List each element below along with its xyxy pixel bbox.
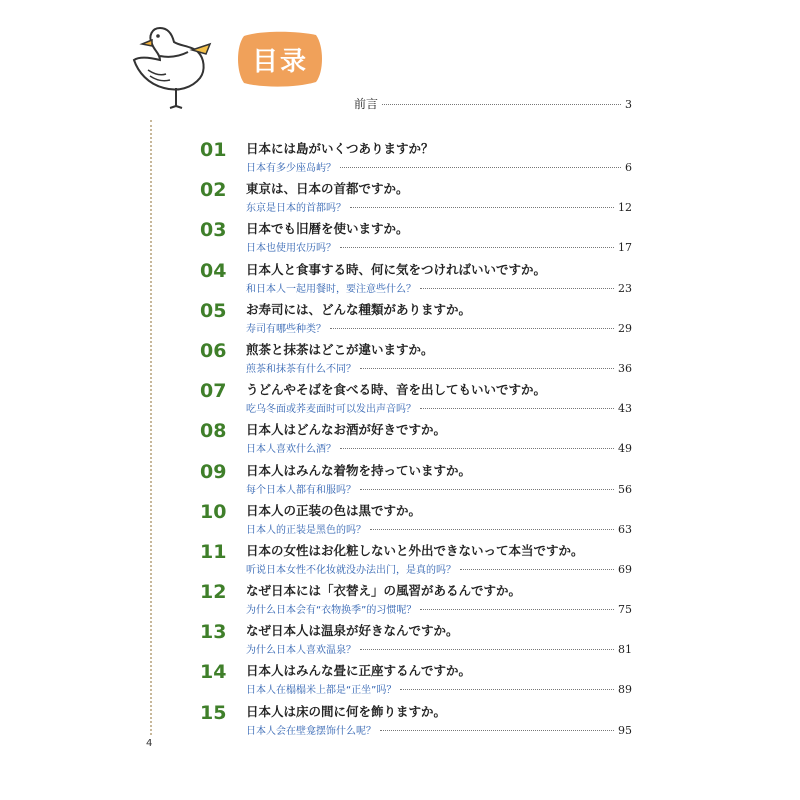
entry-title-cn: 日本也使用农历吗？: [246, 243, 336, 255]
entry-number: 04: [200, 259, 227, 282]
entry-title-cn: 日本人的正装是黑色的吗？: [246, 524, 366, 536]
entry-page: 6: [625, 161, 632, 174]
toc-entry-10[interactable]: [200, 502, 632, 542]
entry-page: 43: [618, 402, 632, 416]
entry-title-jp: うどんやそばを食べる時、音を出してもいいですか。: [246, 382, 547, 398]
toc-entry-01[interactable]: [200, 140, 632, 180]
entry-title-cn: 日本有多少座岛屿？: [246, 163, 336, 174]
entry-page: 69: [618, 562, 632, 576]
dot-leader: [420, 288, 614, 289]
entry-page: 63: [618, 522, 632, 536]
title-badge: [236, 30, 324, 88]
entry-title-jp: 日本人は床の間に何を飾りますか。: [246, 703, 447, 719]
entry-number: 08: [200, 420, 227, 443]
entry-page: 81: [618, 643, 632, 657]
entry-title-cn: 煎茶和抹茶有什么不同？: [246, 363, 356, 375]
entry-number: 14: [200, 661, 227, 684]
toc-entry-07[interactable]: [200, 381, 632, 421]
entry-number: 11: [200, 540, 227, 563]
entry-title-jp: 日本でも旧暦を使いますか。: [246, 221, 409, 237]
entry-number: 13: [200, 621, 227, 644]
dot-leader: [420, 609, 614, 610]
page-folio: 4: [146, 738, 153, 749]
toc-entry-08[interactable]: [200, 421, 632, 461]
entry-number: 05: [200, 299, 227, 322]
duck-illustration: [130, 16, 230, 114]
entry-number: 15: [200, 701, 227, 724]
entry-number: 07: [200, 380, 227, 403]
entry-number: 01: [200, 139, 227, 161]
entry-title-jp: 煎茶と抹茶はどこが違いますか。: [246, 341, 434, 357]
dot-leader: [382, 104, 621, 105]
preface-label: 前言: [354, 97, 379, 111]
toc-entry-03[interactable]: [200, 220, 632, 260]
toc-list: [200, 140, 632, 743]
entry-page: 75: [618, 603, 632, 617]
entry-title-jp: 日本人と食事する時、何に気をつければいいですか。: [246, 261, 547, 277]
dot-leader: [420, 408, 614, 409]
dot-leader: [330, 328, 614, 329]
entry-title-jp: お寿司には、どんな種類がありますか。: [246, 301, 472, 317]
entry-title-jp: なぜ日本人は温泉が好きなんですか。: [246, 623, 459, 639]
toc-entry-11[interactable]: [200, 542, 632, 582]
dot-leader: [360, 649, 614, 650]
entry-page: 36: [618, 361, 632, 375]
entry-title-jp: 日本人はみんな着物を持っていますか。: [246, 462, 472, 478]
entry-title-cn: 为什么日本会有“衣物换季”的习惯呢？: [246, 605, 417, 617]
dotted-margin-rule: [150, 120, 152, 735]
entry-title-cn: 每个日本人都有和服吗？: [246, 484, 356, 496]
entry-number: 12: [200, 581, 227, 604]
dot-leader: [370, 529, 614, 530]
toc-entry-09[interactable]: [200, 462, 632, 502]
entry-title-jp: 日本には島がいくつありますか？: [246, 141, 434, 156]
entry-title-jp: 日本人はみんな畳に正座するんですか。: [246, 663, 472, 679]
entry-number: 02: [200, 179, 227, 202]
entry-page: 95: [618, 723, 632, 737]
dot-leader: [340, 247, 614, 248]
page-title: 目录: [251, 46, 308, 77]
entry-title-cn: 日本人在榻榻米上都是“正坐”吗？: [246, 685, 397, 697]
entry-title-cn: 吃乌冬面或荞麦面时可以发出声音吗？: [246, 404, 416, 416]
toc-entry-05[interactable]: [200, 301, 632, 341]
entry-number: 09: [200, 460, 227, 483]
entry-title-cn: 和日本人一起用餐时，要注意些什么？: [246, 283, 416, 295]
preface-page: 3: [625, 98, 632, 111]
entry-title-jp: 東京は、日本の首都ですか。: [246, 181, 409, 197]
entry-number: 03: [200, 219, 227, 242]
toc-entry-02[interactable]: [200, 180, 632, 220]
dot-leader: [340, 167, 621, 168]
entry-page: 89: [618, 683, 632, 697]
entry-title-cn: 东京是日本的首都吗？: [246, 203, 346, 215]
entry-page: 12: [618, 201, 632, 215]
dot-leader: [350, 207, 614, 208]
entry-title-jp: なぜ日本には「衣替え」の風習があるんですか。: [246, 583, 522, 599]
entry-page: 49: [618, 442, 632, 456]
entry-title-cn: 寿司有哪些种类？: [246, 323, 326, 335]
entry-title-cn: 听说日本女性不化妆就没办法出门，是真的吗？: [246, 564, 456, 576]
entry-page: 29: [618, 321, 632, 335]
entry-title-jp: 日本の女性はお化粧しないと外出できないって本当ですか。: [246, 542, 584, 558]
entry-number: 06: [200, 339, 227, 362]
entry-title-jp: 日本人の正装の色は黒ですか。: [246, 502, 422, 518]
entry-page: 23: [618, 281, 632, 295]
dot-leader: [360, 489, 614, 490]
toc-entry-12[interactable]: [200, 582, 632, 622]
dot-leader: [340, 448, 614, 449]
dot-leader: [360, 368, 614, 369]
preface-entry[interactable]: [354, 95, 632, 113]
dot-leader: [380, 730, 614, 731]
toc-entry-14[interactable]: [200, 662, 632, 702]
dot-leader: [400, 689, 614, 690]
entry-page: 17: [618, 241, 632, 255]
dot-leader: [460, 569, 614, 570]
toc-entry-13[interactable]: [200, 622, 632, 662]
entry-title-cn: 日本人会在壁龛摆饰什么呢？: [246, 725, 376, 737]
entry-title-jp: 日本人はどんなお酒が好きですか。: [246, 422, 447, 438]
toc-entry-04[interactable]: [200, 261, 632, 301]
entry-title-cn: 为什么日本人喜欢温泉？: [246, 645, 356, 657]
entry-title-cn: 日本人喜欢什么酒？: [246, 444, 336, 456]
entry-page: 56: [618, 482, 632, 496]
entry-number: 10: [200, 500, 227, 523]
toc-entry-15[interactable]: [200, 703, 632, 743]
toc-entry-06[interactable]: [200, 341, 632, 381]
